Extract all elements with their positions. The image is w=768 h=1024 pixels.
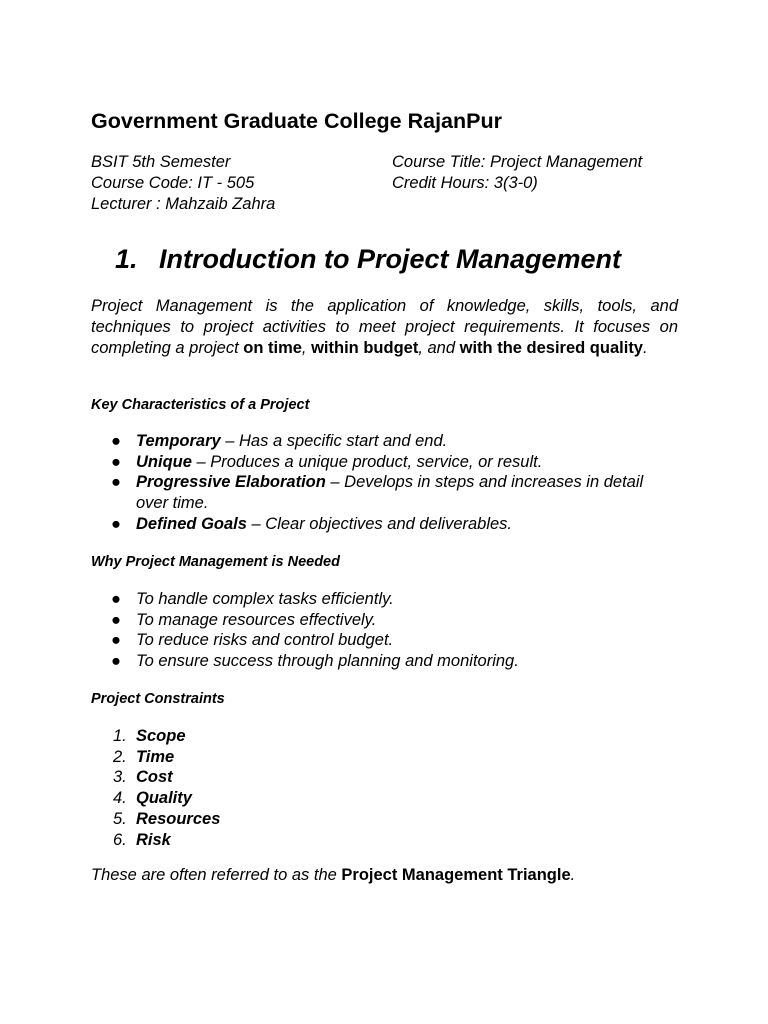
college-title: Government Graduate College RajanPur	[91, 109, 502, 133]
course-meta-left	[91, 152, 391, 215]
characteristic-desc: – Clear objectives and deliverables.	[246, 514, 513, 533]
characteristic-desc: – Produces a unique product, service, or result.	[191, 452, 543, 471]
bullet-icon: ●	[111, 452, 121, 471]
constraints-heading: Project Constraints	[91, 691, 225, 707]
section-heading	[115, 244, 621, 275]
characteristic-term: Unique	[136, 452, 192, 471]
constraints-list	[91, 726, 678, 850]
bullet-icon: ●	[111, 652, 121, 671]
intro-paragraph	[91, 296, 678, 359]
intro-end: .	[643, 339, 648, 357]
bullet-icon: ●	[111, 631, 121, 650]
bullet-icon: ●	[111, 514, 121, 533]
closing-end: .	[570, 866, 576, 884]
list-item	[91, 610, 678, 631]
characteristic-term: Progressive Elaboration	[136, 473, 326, 492]
why-item-text: To manage resources effectively.	[136, 610, 377, 629]
characteristic-desc: – Has a specific start and end.	[220, 432, 448, 450]
bullet-icon: ●	[111, 610, 121, 629]
characteristic-desc: – Develops in steps and increases in detail over time.	[136, 473, 644, 513]
constraint-label: Quality	[136, 789, 192, 808]
bullet-icon: ●	[111, 432, 121, 450]
list-item	[91, 651, 678, 672]
intro-separator: , and	[418, 339, 460, 357]
constraint-label: Time	[136, 747, 175, 766]
credit-hours-line: Credit Hours: 3(3-0)	[392, 174, 538, 192]
list-item	[91, 452, 678, 473]
list-number: 4.	[113, 789, 127, 808]
list-item	[91, 830, 678, 851]
list-number: 1.	[113, 727, 127, 745]
list-item	[91, 767, 678, 788]
lecturer-line: Lecturer : Mahzaib Zahra	[91, 195, 276, 213]
semester-text: BSIT 5th Semester	[91, 153, 231, 171]
intro-emphasis-quality: with the desired quality	[459, 339, 643, 357]
constraint-label: Cost	[136, 768, 173, 787]
characteristic-term: Defined Goals	[136, 514, 247, 533]
bullet-icon: ●	[111, 473, 121, 492]
course-code-line: Course Code: IT - 505	[91, 174, 255, 192]
bullet-icon: ●	[111, 590, 121, 608]
why-item-text: To handle complex tasks efficiently.	[136, 590, 394, 608]
list-item	[91, 630, 678, 651]
constraint-label: Scope	[136, 727, 186, 745]
list-item	[91, 747, 678, 768]
section-number: 1.	[115, 244, 138, 274]
list-number: 6.	[113, 830, 127, 849]
closing-sentence	[91, 866, 575, 885]
closing-emphasis: Project Management Triangle	[341, 866, 571, 884]
why-list	[91, 589, 678, 672]
course-meta-right	[392, 152, 678, 194]
list-item	[91, 589, 678, 610]
list-number: 5.	[113, 809, 127, 828]
list-number: 2.	[113, 747, 127, 766]
characteristic-term: Temporary	[136, 432, 221, 450]
why-heading: Why Project Management is Needed	[91, 554, 340, 570]
intro-emphasis-budget: within budget	[311, 339, 419, 357]
course-title-line: Course Title: Project Management	[392, 153, 643, 171]
intro-text: Project Management is the application of knowledge, skills, tools, and techniques to project activities to meet project requirements. It focuses on completing a project	[91, 297, 678, 357]
list-item	[91, 726, 678, 747]
semester-line	[91, 152, 391, 173]
closing-text: These are often referred to as the	[91, 866, 342, 884]
why-item-text: To ensure success through planning and monitoring.	[136, 652, 519, 671]
characteristics-heading: Key Characteristics of a Project	[91, 397, 310, 413]
list-item	[91, 472, 678, 513]
intro-emphasis-on-time: on time	[243, 339, 302, 357]
section-title-text: Introduction to Project Management	[159, 244, 622, 274]
list-item	[91, 514, 678, 535]
intro-separator: ,	[301, 339, 312, 357]
constraint-label: Resources	[136, 809, 221, 828]
characteristics-list	[91, 431, 678, 535]
constraint-label: Risk	[136, 830, 171, 849]
list-item	[91, 788, 678, 809]
list-item	[91, 431, 678, 452]
list-number: 3.	[113, 768, 127, 787]
why-item-text: To reduce risks and control budget.	[136, 631, 394, 650]
list-item	[91, 809, 678, 830]
